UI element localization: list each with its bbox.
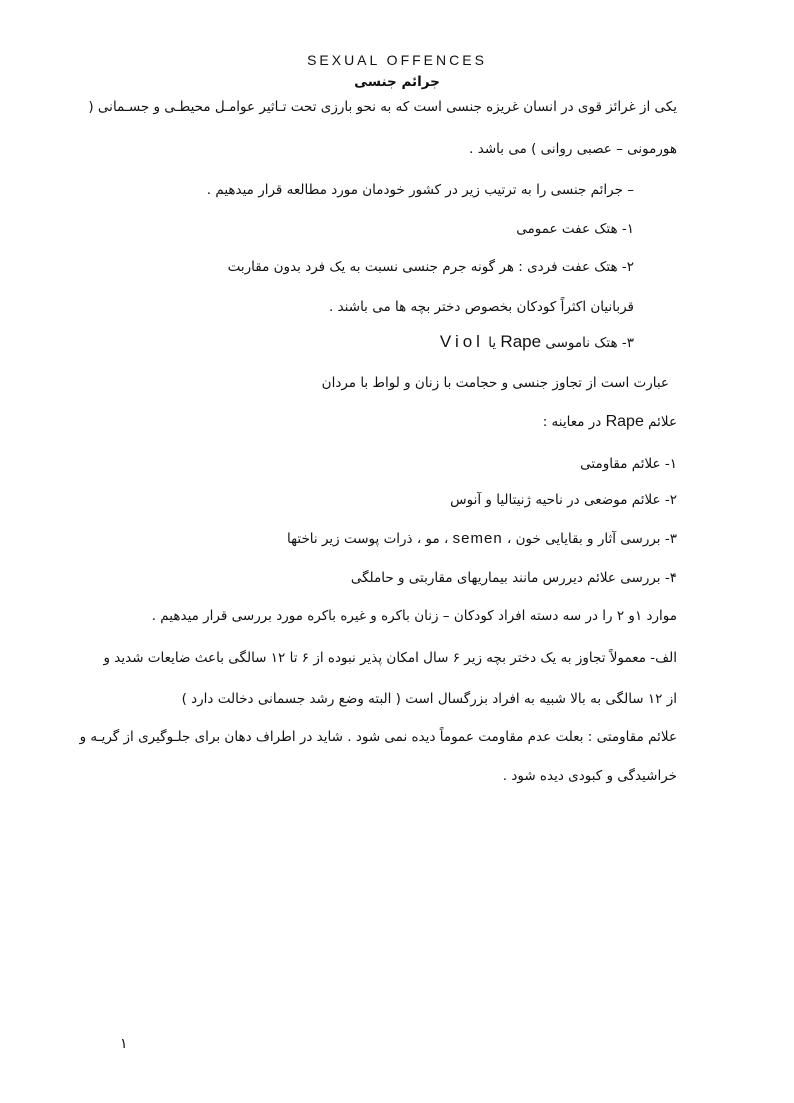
list-item-2-line-2: قربانیان اکثراً کودکان بخصوص دختر بچه ها می باشند .: [329, 299, 634, 315]
rape-definition: عبارت است از تجاوز جنسی و حجامت با زنان و لواط با مردان: [321, 375, 669, 391]
sign-1: ۱- علائم مقاومتی: [580, 456, 677, 472]
signs-rape-term: Rape: [605, 413, 644, 430]
item3-ya: یا: [488, 335, 497, 351]
alef-line-2: از ۱۲ سالگی به بالا شبیه به افراد بزرگسال است ( البته وضع رشد جسمانی دخالت دارد ): [181, 691, 677, 707]
list-item-1: ۱- هتک عفت عمومی: [516, 221, 634, 237]
list-item-3: [440, 332, 634, 353]
resistance-line-1: علائم مقاومتی : بعلت عدم مقاومت عموماً دیده نمی شود . شاید در اطراف دهان برای جلـوگیری از گریـه و: [79, 729, 677, 745]
sign-2: ۲- علائم موضعی در ناحیه ژنیتالیا و آنوس: [450, 492, 677, 508]
item3-rape-term: Rape: [500, 332, 542, 351]
signs-heading: [543, 412, 677, 432]
intro-line-1: یکی از غرائز قوی در انسان غریزه جنسی است که به نحو بارزی تحت تـاثیر عوامـل محیطـی و جسـمانی (: [88, 99, 677, 115]
title-persian: جرائم جنسی: [354, 74, 440, 90]
sign-3: [287, 529, 677, 549]
sign3-semen-term: semen: [452, 530, 503, 547]
signs-prefix: علائم: [648, 414, 677, 430]
signs-suffix: در معاینه :: [542, 414, 602, 430]
list-intro: – جرائم جنسی را به ترتیب زیر در کشور خودمان مورد مطالعه قرار میدهیم .: [206, 182, 634, 198]
alef-line-1: الف- معمولاً تجاوز به یک دختر بچه زیر ۶ سال امکان پذیر نبوده از ۶ تا ۱۲ سالگی باعث ضایعات شدید و: [103, 650, 677, 666]
item3-viol-term: Viol: [439, 332, 484, 351]
sign3-prefix: ۳- بررسی آثار و بقایایی خون ،: [506, 531, 677, 547]
item3-prefix: ۳- هتک ناموسی: [545, 335, 634, 351]
list-item-2-line-1: ۲- هتک عفت فردی : هر گونه جرم جنسی نسبت به یک فرد بدون مقاربت: [227, 259, 634, 275]
sign3-suffix: ، مو ، ذرات پوست زیر ناختها: [287, 531, 449, 547]
title-english: SEXUAL OFFENCES: [307, 52, 487, 68]
cases-line: موارد ۱و ۲ را در سه دسته افراد کودکان – زنان باکره و غیره باکره مورد بررسی قرار میدهیم .: [151, 608, 677, 624]
resistance-line-2: خراشیدگی و کبودی دیده شود .: [502, 768, 677, 784]
page-number: ۱: [120, 1036, 128, 1052]
sign-4: ۴- بررسی علائم دیررس مانند بیماریهای مقاربتی و حاملگی: [350, 570, 677, 586]
intro-line-2: هورمونی – عصبی روانی ) می باشد .: [469, 141, 677, 157]
